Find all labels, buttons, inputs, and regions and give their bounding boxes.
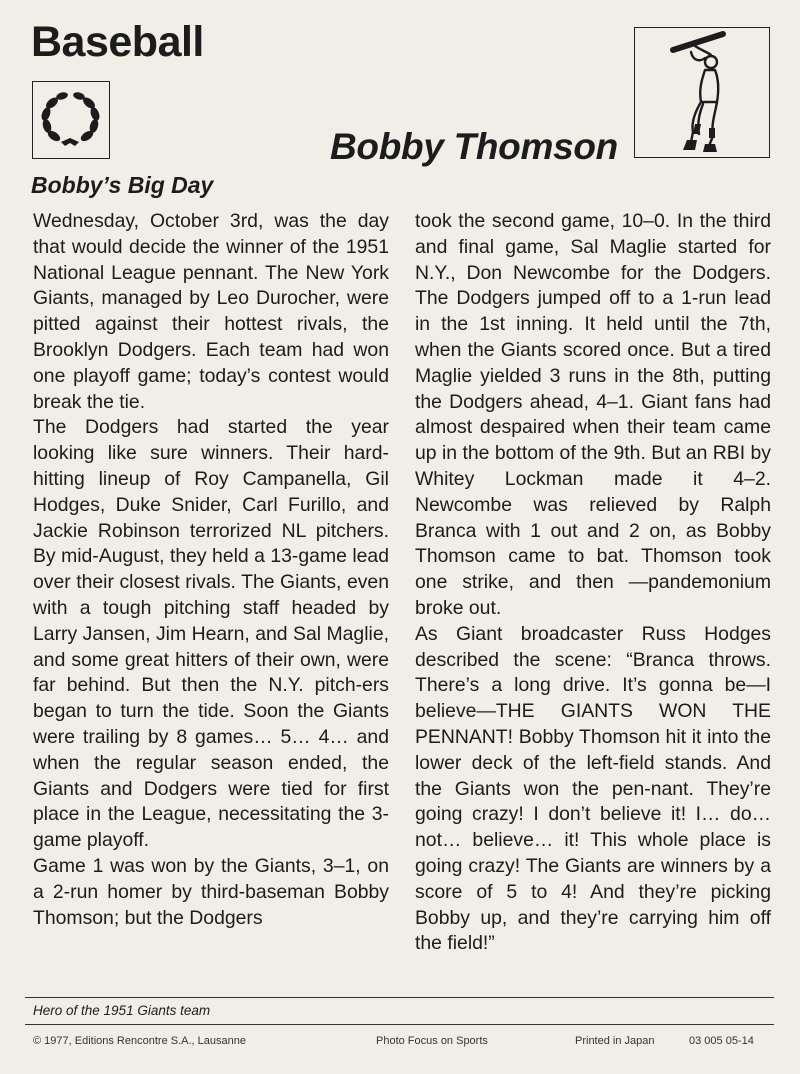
article-paragraph: Game 1 was won by the Giants, 3–1, on a 2-run homer by third-baseman Bobby Thomson; but the Dodgers [33,854,389,929]
article-paragraph: took the second game, 10–0. In the third and final game, Sal Maglie started for N.Y., Don Newcombe for the Dodgers. The Dodgers jumped off to a 1-run lead in the 1st inning. It held until the 7th, when the Giants scored once. But a tired Maglie yielded 3 runs in the 8th, putting the Dodgers ahead, 4–1. Giant fans had almost despaired when their team came up in the bottom of the 9th. But an RBI by Whitey Lockman made it 4–2. Newcombe was relieved by Ralph Branca with 1 out and 2 on, as Bobby Thomson came to bat. Thomson took one strike, and then —pandemonium broke out. [415,210,771,619]
article-paragraph: As Giant broadcaster Russ Hodges described the scene: “Branca throws. There’s a long drive. It’s gonna be—I believe—THE GIANTS WON THE PENNANT! Bobby Thomson hit it into the lower deck of the left-field stands. And the Giants won the pen-nant. They’re going crazy! I don’t believe it! I… do… not… believe… it! This whole place is going crazy! The Giants are winners by a score of 5 to 4! And they’re picking Bobby up, and they’re carrying him off the field!” [415,622,771,955]
caption-bottom-divider [25,1024,774,1025]
laurel-wreath-icon [32,81,110,159]
copyright-notice: © 1977, Editions Rencontre S.A., Lausanne [33,1035,246,1047]
article-right-column [415,209,771,957]
caption-top-divider [25,997,774,998]
printed-in: Printed in Japan [575,1035,655,1047]
photo-credit: Photo Focus on Sports [376,1035,488,1047]
player-name: Bobby Thomson [330,126,618,167]
batter-silhouette-icon [634,27,770,158]
article-left-column [33,209,389,931]
photo-caption: Hero of the 1951 Giants team [33,1003,211,1018]
article-paragraph: The Dodgers had started the year looking like sure winners. Their hard-hitting lineup of Roy Campanella, Gil Hodges, Duke Snider, Carl Furillo, and Jackie Robinson terrorized NL pitchers. By mid-August, they held a 13-game lead over their closest rivals. The Giants, even with a tough pitching staff headed by Larry Jansen, Jim Hearn, and Sal Maglie, and some great hitters of their own, were far behind. But then the N.Y. pitch-ers began to turn the tide. Soon the Giants were trailing by 8 games… 5… 4… and when the regular season ended, the Giants and Dodgers were tied for first place in the League, necessitating the 3-game playoff. [33,416,389,852]
article-headline: Bobby’s Big Day [31,172,214,198]
card-code: 03 005 05-14 [689,1035,754,1047]
article-paragraph: Wednesday, October 3rd, was the day that would decide the winner of the 1951 National League pennant. The New York Giants, managed by Leo Durocher, were pitted against their hottest rivals, the Brooklyn Dodgers. Each team had won one playoff game; today’s contest would break the tie. [33,210,389,413]
category-title: Baseball [31,18,204,66]
